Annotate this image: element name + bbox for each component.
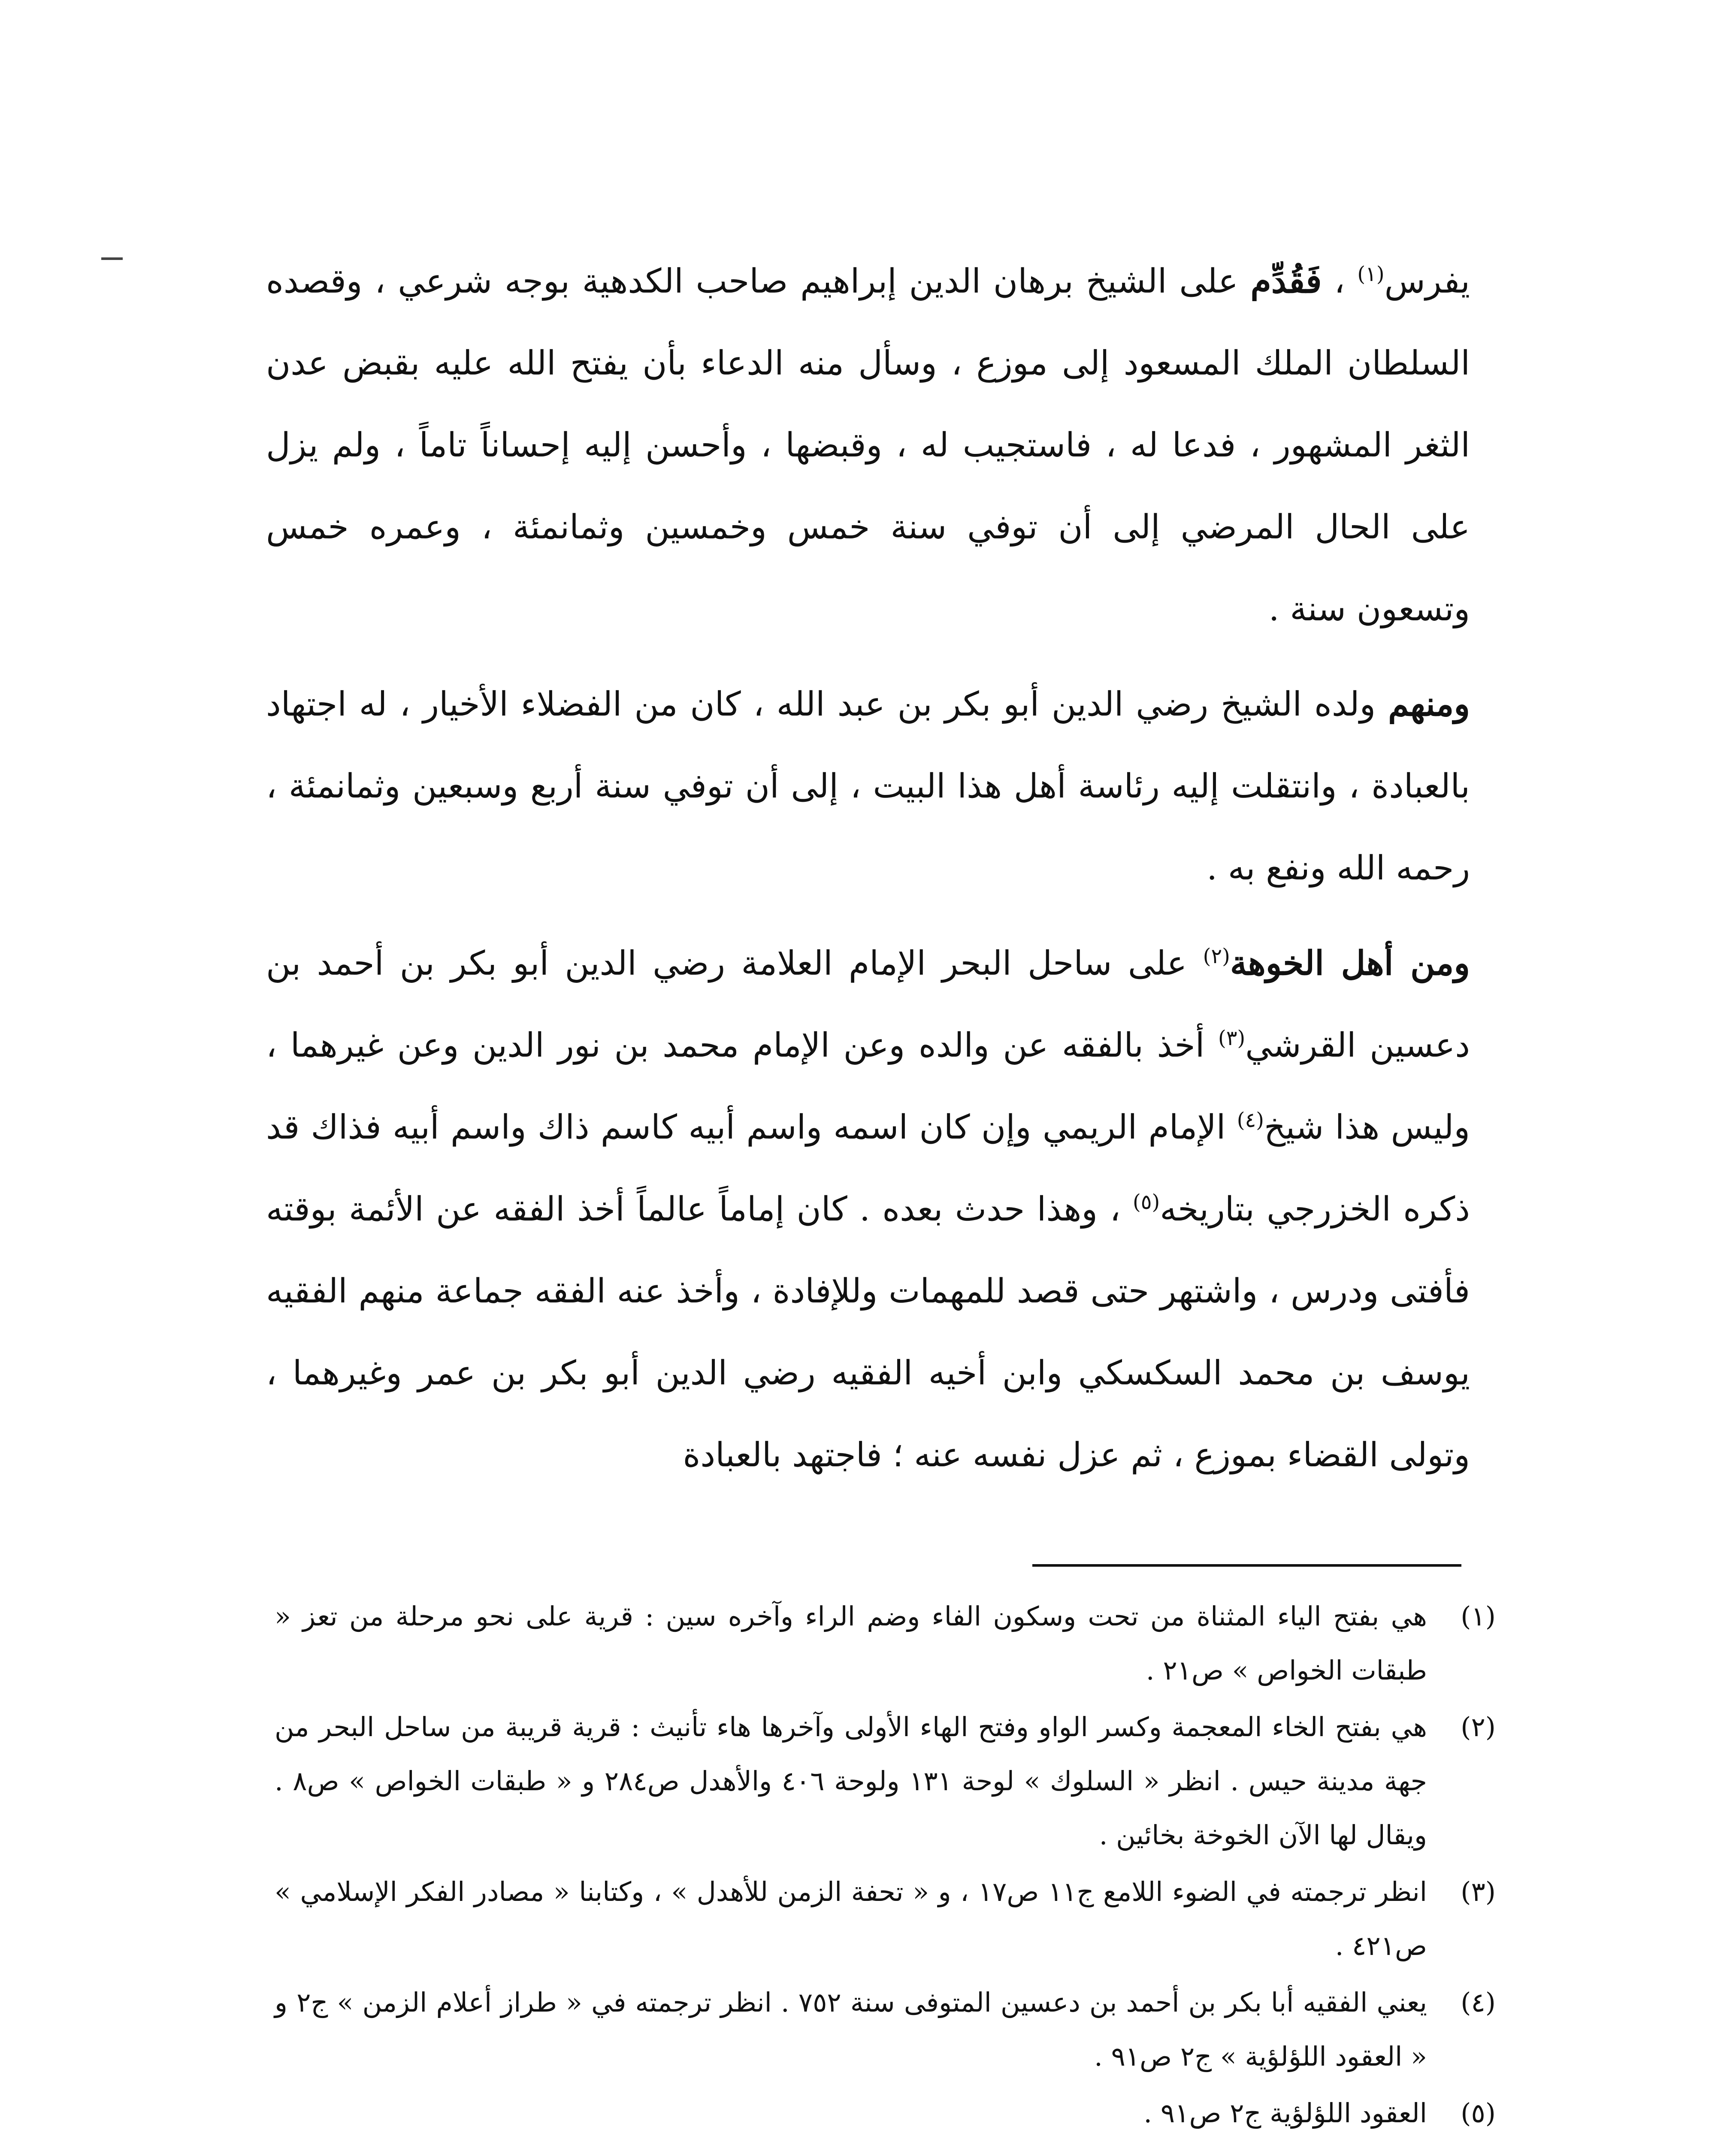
footnote-5 bbox=[275, 2086, 1496, 2140]
paragraph-1 bbox=[266, 240, 1470, 650]
footnote-ref-1: (١) bbox=[1357, 262, 1385, 286]
paragraph-3-text: ، وهذا حدث بعده . كان إماماً عالماً أخذ الفقه عن الأئمة بوقته فأفتى ودرس ، واشتهر حتى قصد للمهمات وللإفادة ، وأخذ عنه الفقه جماعة منهم الفقيه يوسف بن محمد السكسكي وابن أخيه الفقيه رضي الدين أبو بكر بن عمر وغيرهما ، وتولى القضاء بموزع ، ثم عزل نفسه عنه ؛ فاجتهد بالعبادة bbox=[266, 1190, 1470, 1474]
paragraph-2 bbox=[266, 663, 1470, 909]
paragraph-1-text: يفرس bbox=[1384, 262, 1470, 301]
paragraph-1-text: ، bbox=[1322, 262, 1358, 301]
footnote-2 bbox=[275, 1700, 1496, 1862]
main-text bbox=[266, 240, 1470, 1509]
footnote-text: هي بفتح الخاء المعجمة وكسر الواو وفتح الهاء الأولى وآخرها هاء تأنيث : قرية قريبة من ساحل البحر من جهة مدينة حيس . انظر « السلوك » لوحة ١٣١ ولوحة ٤٠٦ والأهدل ص٢٨٤ و « طبقات الخواص » ص٨ . ويقال لها الآن الخوخة بخائين . bbox=[275, 1711, 1428, 1851]
margin-dash-mark bbox=[101, 257, 123, 260]
footnote-ref-2: (٢) bbox=[1203, 944, 1230, 968]
paragraph-3-lead: ومن أهل الخوهة bbox=[1230, 944, 1470, 983]
paragraph-2-text: ولده الشيخ رضي الدين أبو بكر بن عبد الله ، كان من الفضلاء الأخيار ، له اجتهاد بالعبادة ، وانتقلت إليه رئاسة أهل هذا البيت ، إلى أن توفي سنة أربع وسبعين وثمانمئة ، رحمه الله ونفع به . bbox=[266, 685, 1470, 888]
footnote-text: العقود اللؤلؤية ج٢ ص٩١ . bbox=[1143, 2097, 1427, 2129]
paragraph-1-text: على الشيخ برهان الدين إبراهيم صاحب الكدهية بوجه شرعي ، وقصده السلطان الملك المسعود إلى موزع ، وسأل منه الدعاء بأن يفتح الله عليه بقبض عدن الثغر المشهور ، فدعا له ، فاستجيب له ، وقبضها ، وأحسن إليه إحساناً تاماً ، ولم يزل على الحال المرضي إلى أن توفي سنة خمس وخمسين وثمانمئة ، وعمره خمس وتسعون سنة . bbox=[266, 262, 1470, 628]
footnote-divider bbox=[1032, 1564, 1461, 1567]
paragraph-3 bbox=[266, 922, 1470, 1496]
footnote-ref-4: (٤) bbox=[1237, 1108, 1264, 1132]
footnote-number: (٣) bbox=[1461, 1876, 1496, 1907]
footnote-text: انظر ترجمته في الضوء اللامع ج١١ ص١٧ ، و « تحفة الزمن للأهدل » ، وكتابنا « مصادر الفكر الإسلامي » ص٤٢١ . bbox=[275, 1876, 1427, 1961]
footnote-3 bbox=[275, 1865, 1496, 1973]
paragraph-3-text: أخذ بالفقه عن والده وعن الإمام محمد بن نور الدين وعن غيرهما ، وليس هذا شيخ bbox=[266, 1026, 1470, 1147]
footnote-ref-5: (٥) bbox=[1132, 1190, 1160, 1214]
footnote-number: (٥) bbox=[1461, 2097, 1496, 2129]
footnote-text: هي بفتح الياء المثناة من تحت وسكون الفاء وضم الراء وآخره سين : قرية على نحو مرحلة من تعز « طبقات الخواص » ص٢١ . bbox=[275, 1601, 1427, 1686]
footnote-number: (٤) bbox=[1461, 1987, 1496, 2018]
paragraph-2-lead: ومنهم bbox=[1388, 685, 1470, 724]
footnote-number: (٢) bbox=[1461, 1711, 1496, 1743]
paragraph-1-bold-word: فَقُدِّم bbox=[1250, 262, 1322, 301]
footnote-ref-3: (٣) bbox=[1218, 1026, 1246, 1050]
footnote-text: يعني الفقيه أبا بكر بن أحمد بن دعسين المتوفى سنة ٧٥٢ . انظر ترجمته في « طراز أعلام الزمن » ج٢ و « العقود اللؤلؤية » ج٢ ص٩١ . bbox=[275, 1987, 1427, 2072]
footnotes-section bbox=[275, 1589, 1496, 2143]
paragraph-3-text: الإمام الريمي وإن كان اسمه واسم أبيه كاسم ذاك واسم أبيه فذاك قد ذكره الخزرجي بتاريخه bbox=[266, 1108, 1470, 1229]
footnote-4 bbox=[275, 1976, 1496, 2084]
footnote-1 bbox=[275, 1589, 1496, 1698]
paragraph-3-text: على ساحل البحر الإمام العلامة رضي الدين أبو بكر بن أحمد بن دعسين القرشي bbox=[266, 944, 1470, 1065]
footnote-number: (١) bbox=[1461, 1601, 1496, 1632]
